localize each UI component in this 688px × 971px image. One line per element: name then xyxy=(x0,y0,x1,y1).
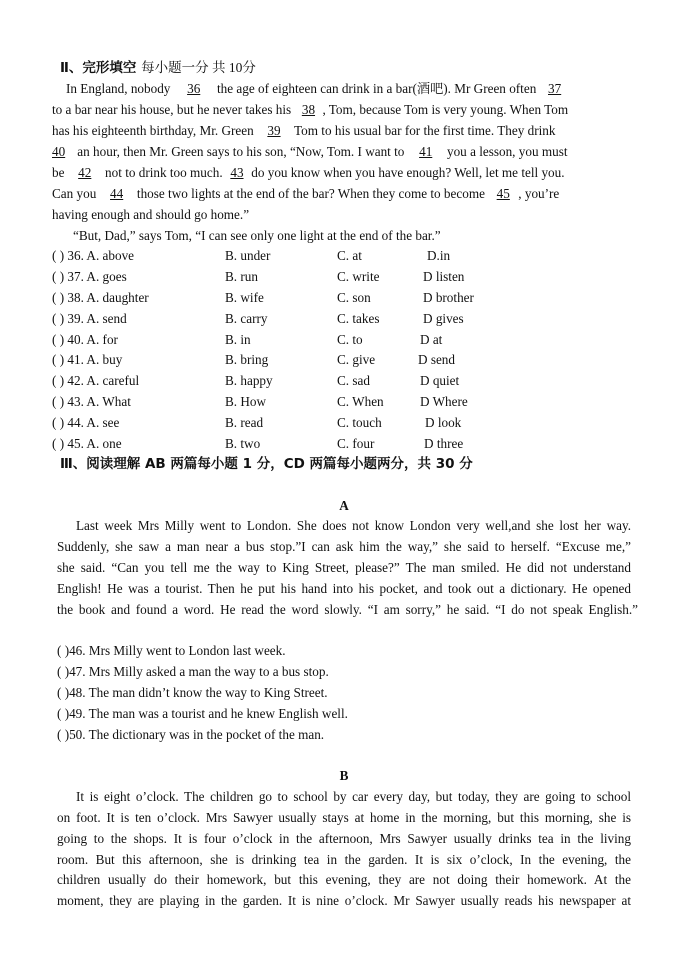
blank-41: 41 xyxy=(419,144,433,159)
cloze-line-2: to a bar near his house, but he never takes his 38 , Tom, because Tom is very young. When Tom xyxy=(52,102,569,117)
cloze-line-6: Can you 44 those two lights at the end of the bar? When they come to become 45 , you’re xyxy=(52,186,560,201)
passage-a-line-2: Suddenly, she saw a man near a bus stop.”I can ask him the way,” she said to herself. “Excuse me,” xyxy=(57,539,631,554)
question-49: ( )49. The man was a tourist and he knew English well. xyxy=(57,706,348,721)
section-2-heading xyxy=(60,60,256,76)
passage-b-line-2: on foot. It is ten o’clock. Mrs Sawyer usually stays at home in the morning, but this morning, she is xyxy=(57,810,631,825)
blank-37: 37 xyxy=(548,81,562,96)
blank-36: 36 xyxy=(187,81,201,96)
blank-45: 45 xyxy=(496,186,510,201)
cloze-line-7: having enough and should go home.” xyxy=(52,207,250,222)
passage-b-line-3: going to the shops. It is four o’clock in the afternoon, Mrs Sawyer usually drinks tea in the living xyxy=(57,831,631,846)
worksheet-page: Ⅱ、完形填空 每小题一分 共 10分 In England, nobody 36 the age of eighteen can drink in a bar(酒吧). Mr Green often 37 to a bar near his house, but he never takes his 38 , Tom, because Tom is very young. When Tom has his eighteenth birthday, Mr. Green 39 Tom to his usual bar for the first time. They drink 40 an hour, then Mr. Green says to his son, “Now, Tom. I want to 41 you a lesson, you must be 42 not to drink too much. 43 do you know when you have enough? Well, let me tell you. Can you 44 those two lights at the end of the bar? When they come to become 45 , you’re having enough and should go home.” “But, Dad,” says Tom, “I can see only one light at the end of the bar.” ( ) 36. A. above B. under C. at D.in ( ) 37. A. goes B. run C. write D listen ( ) 38. A. daughter B. wife C. son D brother ( ) 39. A. send B. carry C. takes D gives ( ) 40. A. for B. in C. to D at ( ) 41. A. buy B. bring C. give D send ( ) 42. A. careful B. happy C. sad D quiet ( ) 43. A. What B. How C. When D Where ( ) 44. A. see B. read C. touch D look ( ) 45. A. one B. two C. four D three Ⅲ、阅读理解 AB 两篇每小题 1 分，CD 两篇每小题两分，共 30 分 A Last week Mrs Milly went to London. She does not know London very well,and she lost her way. Suddenly, she saw a man near a bus stop.”I can ask him the way,” she said to herself. “Excuse me,” she said. “Can you tell me the way to King Street, please?” The man smiled. He did not understand English! He was a tourist. Then he put his hand into his pocket, and took out a dictionary. He opened the book and found a word. He read the word slowly. “I am sorry,” he said. “I do not speak English.” ( )46. Mrs Milly went to London last week. ( )47. Mrs Milly asked a man the way to a bus stop. ( )48. The man didn’t know the way to King Street. ( )49. The man was a tourist and he knew English well. ( )50. The dictionary was in the pocket of the man. B It is eight o’clock. The children go to school by car every day, but today, they are going to school on foot. It is ten o’clock. Mrs Sawyer usually stays at home in the morning, but this morning, she is going to the shops. It is four o’clock in the afternoon, Mrs Sawyer usually drinks tea in the living room. But this afternoon, she is drinking tea in the garden. It is six o’clock, In the evening, the children usually do their homework, but this evening, they are not doing their homework. At the moment, they are playing in the garden. It is nine o’clock. Mr Sawyer usually reads his newspaper at xyxy=(0,0,688,971)
cloze-line-4: 40 an hour, then Mr. Green says to his son, “Now, Tom. I want to 41 you a lesson, you must xyxy=(52,144,568,159)
question-47: ( )47. Mrs Milly asked a man the way to a bus stop. xyxy=(57,664,329,679)
question-48: ( )48. The man didn’t know the way to King Street. xyxy=(57,685,328,700)
section-2-title: Ⅱ、完形填空 xyxy=(60,60,137,76)
passage-a-line-4: English! He was a tourist. Then he put his hand into his pocket, and took out a dictionary. He opened xyxy=(57,581,631,596)
cloze-line-1: In England, nobody 36 the age of eighteen can drink in a bar(酒吧). Mr Green often 37 xyxy=(66,81,570,97)
passage-a-line-1: Last week Mrs Milly went to London. She does not know London very well,and she lost her way. xyxy=(76,518,631,533)
passage-b-title: B xyxy=(339,768,349,783)
passage-a-line-3: she said. “Can you tell me the way to King Street, please?” The man smiled. He did not understand xyxy=(57,560,631,575)
blank-39: 39 xyxy=(267,123,281,138)
cloze-line-8: “But, Dad,” says Tom, “I can see only one light at the end of the bar.” xyxy=(73,228,441,243)
passage-a-title: A xyxy=(339,498,349,513)
section-3-heading: Ⅲ、阅读理解 AB 两篇每小题 1 分，CD 两篇每小题两分，共 30 分 xyxy=(60,456,473,472)
cloze-line-3: has his eighteenth birthday, Mr. Green 39 Tom to his usual bar for the first time. They drink xyxy=(52,123,556,138)
passage-b-line-4: room. But this afternoon, she is drinking tea in the garden. It is six o’clock, In the evening, the xyxy=(57,852,631,867)
cloze-line-5: be 42 not to drink too much. 43 do you know when you have enough? Well, let me tell you. xyxy=(52,165,565,180)
question-46: ( )46. Mrs Milly went to London last week. xyxy=(57,643,286,658)
passage-b-line-1: It is eight o’clock. The children go to school by car every day, but today, they are going to school xyxy=(76,789,631,804)
blank-42: 42 xyxy=(78,165,92,180)
passage-b-line-5: children usually do their homework, but this evening, they are not doing their homework. At the xyxy=(57,872,631,887)
passage-a-line-5: the book and found a word. He read the word slowly. “I am sorry,” he said. “I do not speak English.” xyxy=(57,602,638,617)
blank-44: 44 xyxy=(110,186,124,201)
section-2-note: 每小题一分 共 10分 xyxy=(141,60,256,75)
blank-38: 38 xyxy=(301,102,316,117)
question-50: ( )50. The dictionary was in the pocket of the man. xyxy=(57,727,325,742)
passage-b-line-6: moment, they are playing in the garden. It is nine o’clock. Mr Sawyer usually reads his newspaper at xyxy=(57,893,631,908)
blank-43: 43 xyxy=(230,165,244,180)
blank-40: 40 xyxy=(52,144,66,159)
